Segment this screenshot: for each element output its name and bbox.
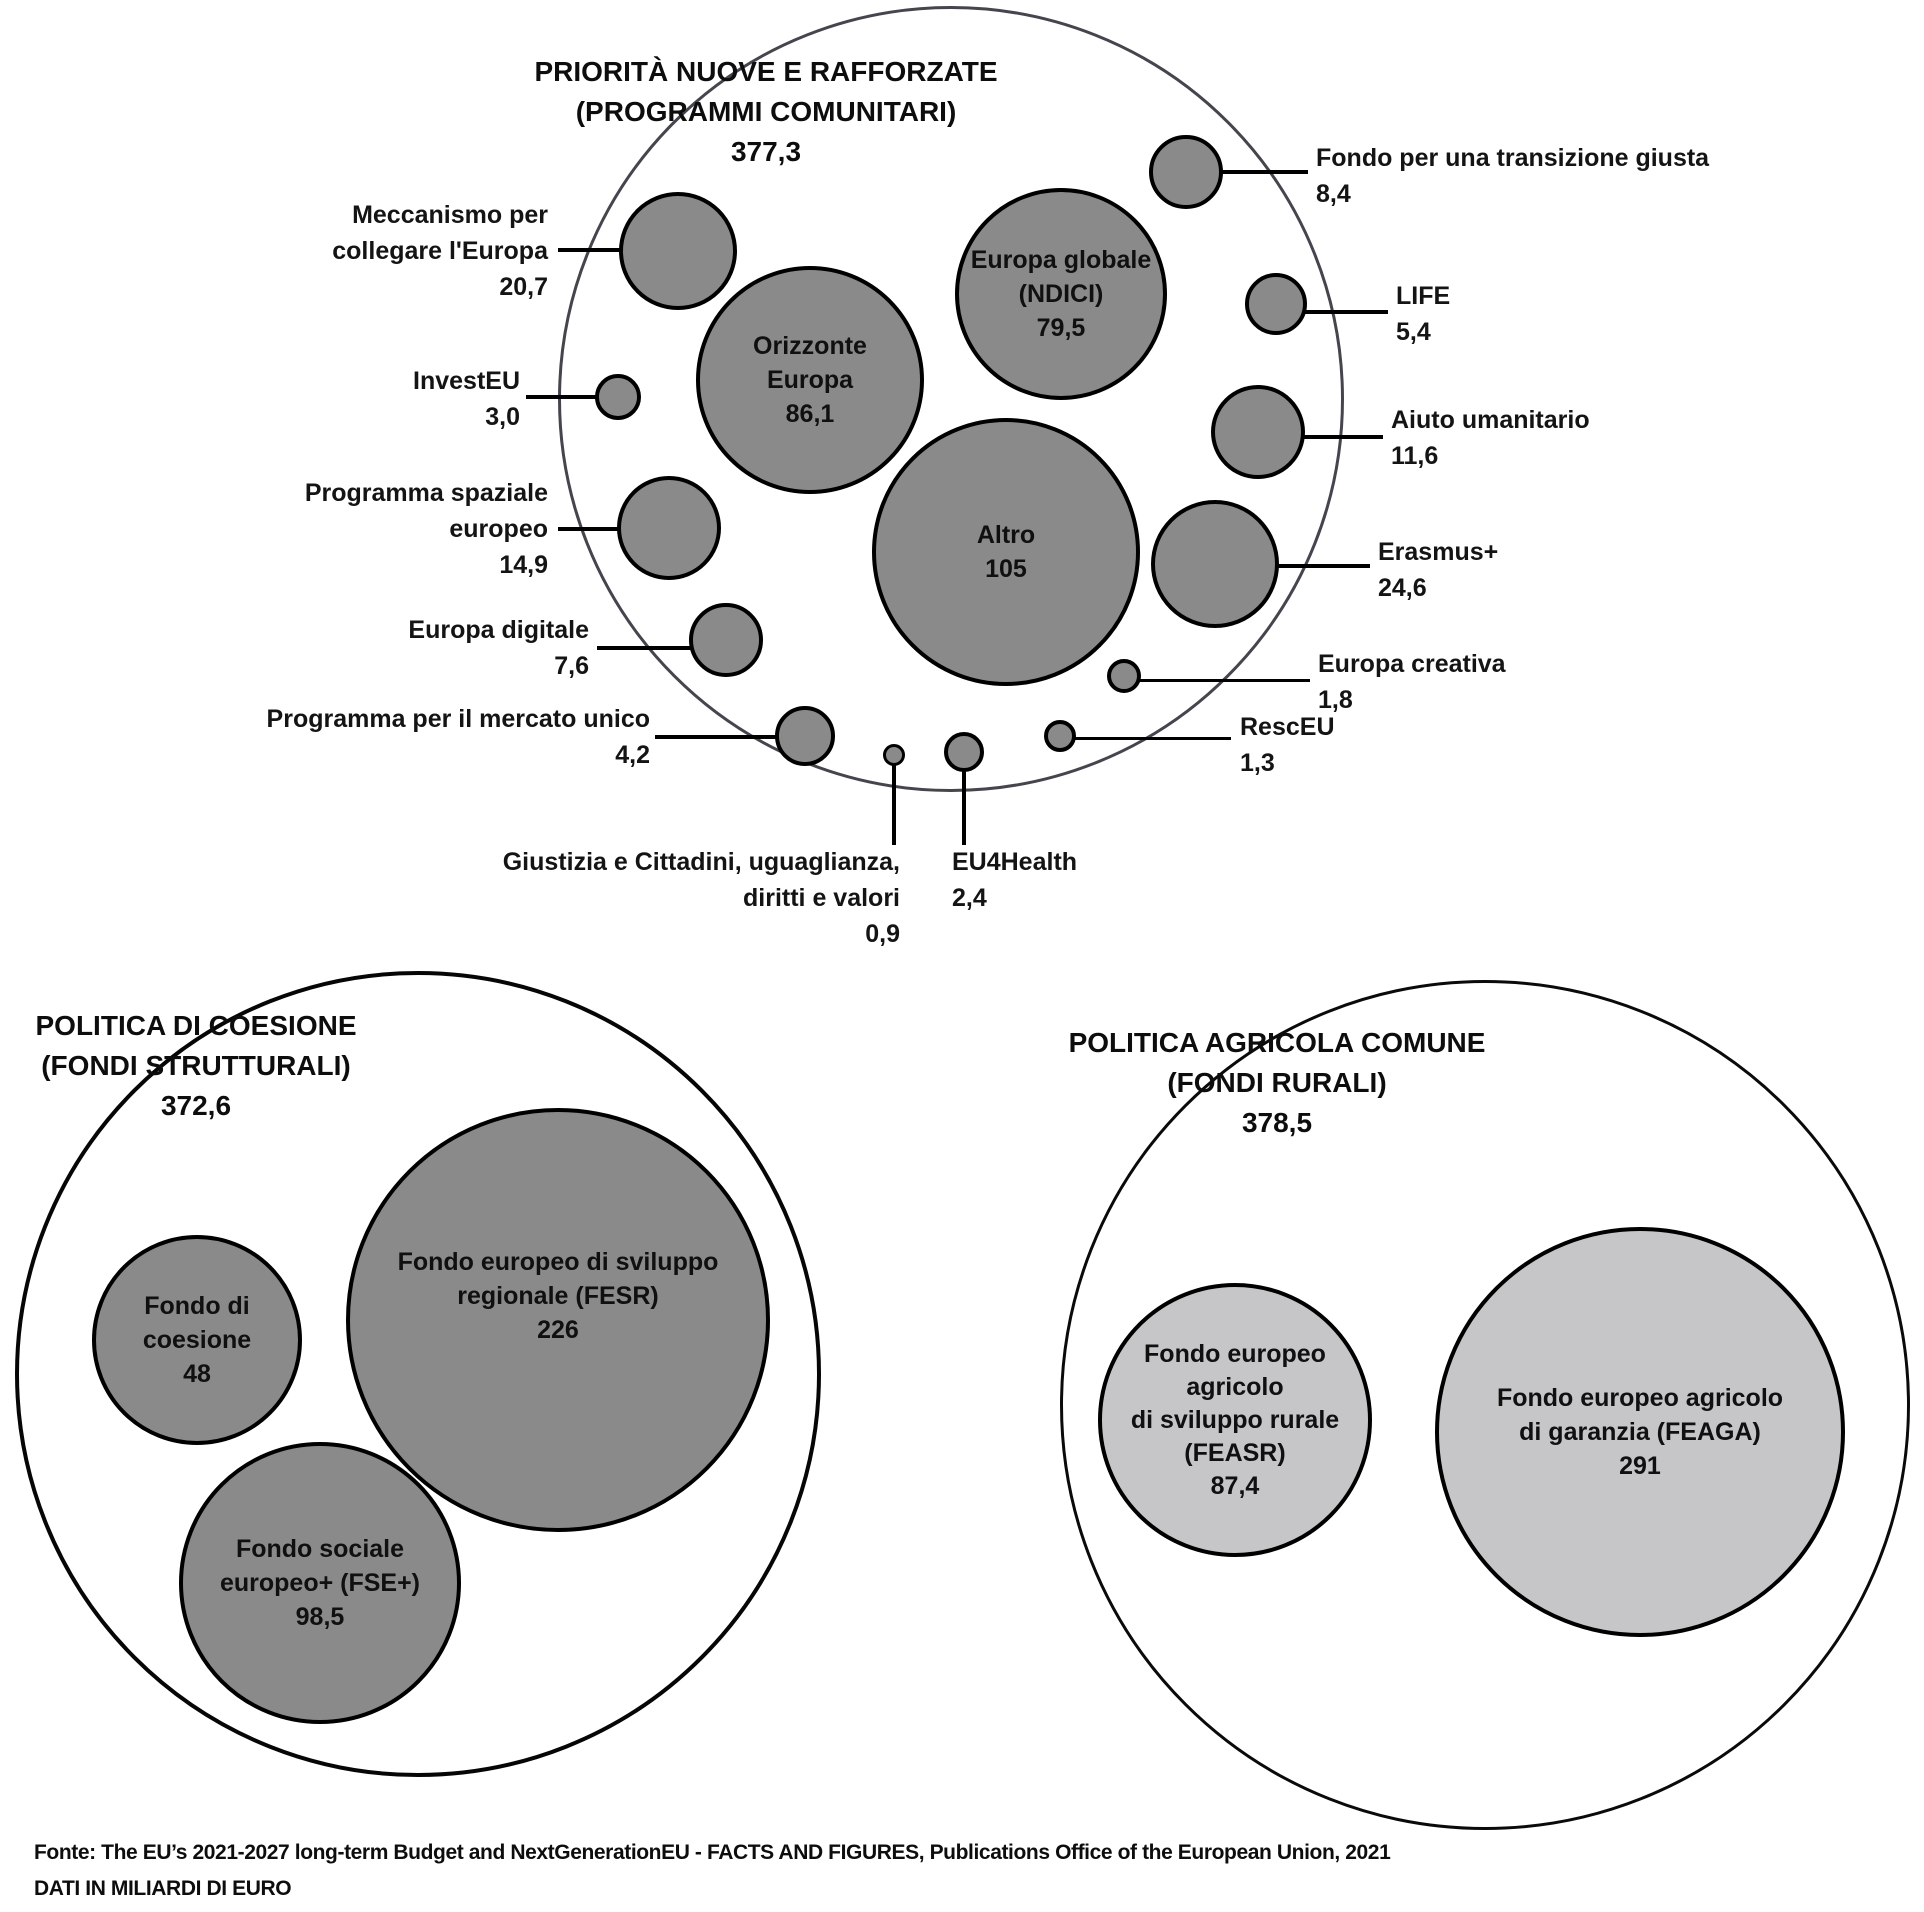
cohesion-title-line2: (FONDI STRUTTURALI) bbox=[41, 1050, 351, 1081]
agriculture-total: 378,5 bbox=[1241, 1107, 1313, 1138]
cohesion-title bbox=[0, 1006, 446, 1126]
bubble-programma-spaziale bbox=[617, 476, 721, 580]
bubble-europa-globale-text: Europa globale (NDICI) 79,5 bbox=[970, 246, 1152, 342]
bubble-altro-text: Altro 105 bbox=[976, 521, 1036, 583]
label-digitale: Europa digitale 7,6 bbox=[408, 616, 589, 680]
leader-eu4health bbox=[962, 770, 966, 845]
bubble-fse bbox=[179, 1442, 461, 1724]
bubble-aiuto-umanitario bbox=[1211, 385, 1305, 479]
leader-aiuto bbox=[1303, 435, 1383, 439]
bubble-feaga-text: Fondo europeo agricolo di garanzia (FEAGA) 291 bbox=[1496, 1384, 1784, 1480]
label-mercato: Programma per il mercato unico 4,2 bbox=[266, 705, 650, 769]
label-aiuto: Aiuto umanitario 11,6 bbox=[1391, 406, 1590, 470]
bubble-mercato-unico bbox=[775, 706, 835, 766]
label-transizione: Fondo per una transizione giusta 8,4 bbox=[1316, 144, 1710, 208]
bubble-giustizia bbox=[883, 744, 905, 766]
bubble-fesr bbox=[346, 1108, 770, 1532]
bubble-orizzonte-text: Orizzonte Europa 86,1 bbox=[753, 332, 867, 428]
leader-creativa bbox=[1140, 679, 1310, 682]
bubble-meccanismo bbox=[619, 192, 737, 310]
footer bbox=[34, 1835, 1390, 1907]
leader-meccanismo bbox=[558, 248, 621, 252]
label-resceu: RescEU 1,3 bbox=[1240, 713, 1335, 777]
priorities-title-line1: PRIORITÀ NUOVE E RAFFORZATE bbox=[534, 56, 998, 87]
leader-giustizia bbox=[892, 764, 896, 845]
bubble-feaga bbox=[1435, 1227, 1845, 1637]
label-giustizia: Giustizia e Cittadini, uguaglianza, diritti e valori 0,9 bbox=[502, 848, 900, 948]
bubble-fondo-coesione bbox=[92, 1235, 302, 1445]
label-investeu: InvestEU 3,0 bbox=[413, 367, 520, 431]
bubble-europa-creativa bbox=[1107, 659, 1141, 693]
bubble-europa-digitale bbox=[689, 603, 763, 677]
leader-mercato bbox=[655, 735, 777, 739]
leader-resceu bbox=[1074, 737, 1231, 740]
leader-investeu bbox=[526, 395, 597, 399]
cohesion-title-line1: POLITICA DI COESIONE bbox=[35, 1010, 357, 1041]
agriculture-title bbox=[1017, 1023, 1537, 1143]
cohesion-total: 372,6 bbox=[160, 1090, 232, 1121]
bubble-fesr-text: Fondo europeo di sviluppo regionale (FESR) 226 bbox=[397, 1248, 719, 1344]
leader-transizione bbox=[1221, 170, 1308, 174]
priorities-title bbox=[416, 52, 1116, 172]
bubble-europa-globale bbox=[955, 188, 1167, 400]
priorities-total: 377,3 bbox=[730, 136, 802, 167]
bubble-resceu bbox=[1044, 720, 1076, 752]
leader-erasmus bbox=[1277, 564, 1370, 568]
bubble-fse-text: Fondo sociale europeo+ (FSE+) 98,5 bbox=[219, 1535, 421, 1631]
leader-digitale bbox=[597, 646, 691, 650]
leader-spaziale bbox=[558, 527, 619, 531]
bubble-feasr-text: Fondo europeo agricolo di sviluppo rurale (FEASR) 87,4 bbox=[1130, 1339, 1340, 1500]
bubble-erasmus bbox=[1151, 500, 1279, 628]
footer-source: Fonte: The EU’s 2021-2027 long-term Budget and NextGenerationEU - FACTS AND FIGURES, Publications Office of the European Union, 2021 bbox=[34, 1841, 1391, 1864]
label-meccanismo: Meccanismo per collegare l'Europa 20,7 bbox=[332, 201, 548, 301]
label-eu4health: EU4Health 2,4 bbox=[952, 848, 1078, 912]
bubble-eu4health bbox=[944, 732, 984, 772]
bubble-transizione bbox=[1149, 135, 1223, 209]
label-creativa: Europa creativa 1,8 bbox=[1318, 650, 1506, 714]
leader-life bbox=[1305, 310, 1388, 314]
bubble-life bbox=[1245, 273, 1307, 335]
bubble-orizzonte-europa bbox=[696, 266, 924, 494]
footer-units: DATI IN MILIARDI DI EURO bbox=[34, 1877, 292, 1900]
label-erasmus: Erasmus+ 24,6 bbox=[1378, 538, 1499, 602]
agriculture-title-line2: (FONDI RURALI) bbox=[1167, 1067, 1387, 1098]
priorities-title-line2: (PROGRAMMI COMUNITARI) bbox=[575, 96, 957, 127]
bubble-fondo-coesione-text: Fondo di coesione 48 bbox=[142, 1292, 252, 1388]
label-life: LIFE 5,4 bbox=[1396, 282, 1451, 346]
bubble-altro bbox=[872, 418, 1140, 686]
agriculture-title-line1: POLITICA AGRICOLA COMUNE bbox=[1068, 1027, 1486, 1058]
bubble-investeu bbox=[595, 374, 641, 420]
label-spaziale: Programma spaziale europeo 14,9 bbox=[304, 479, 548, 579]
bubble-feasr bbox=[1098, 1283, 1372, 1557]
